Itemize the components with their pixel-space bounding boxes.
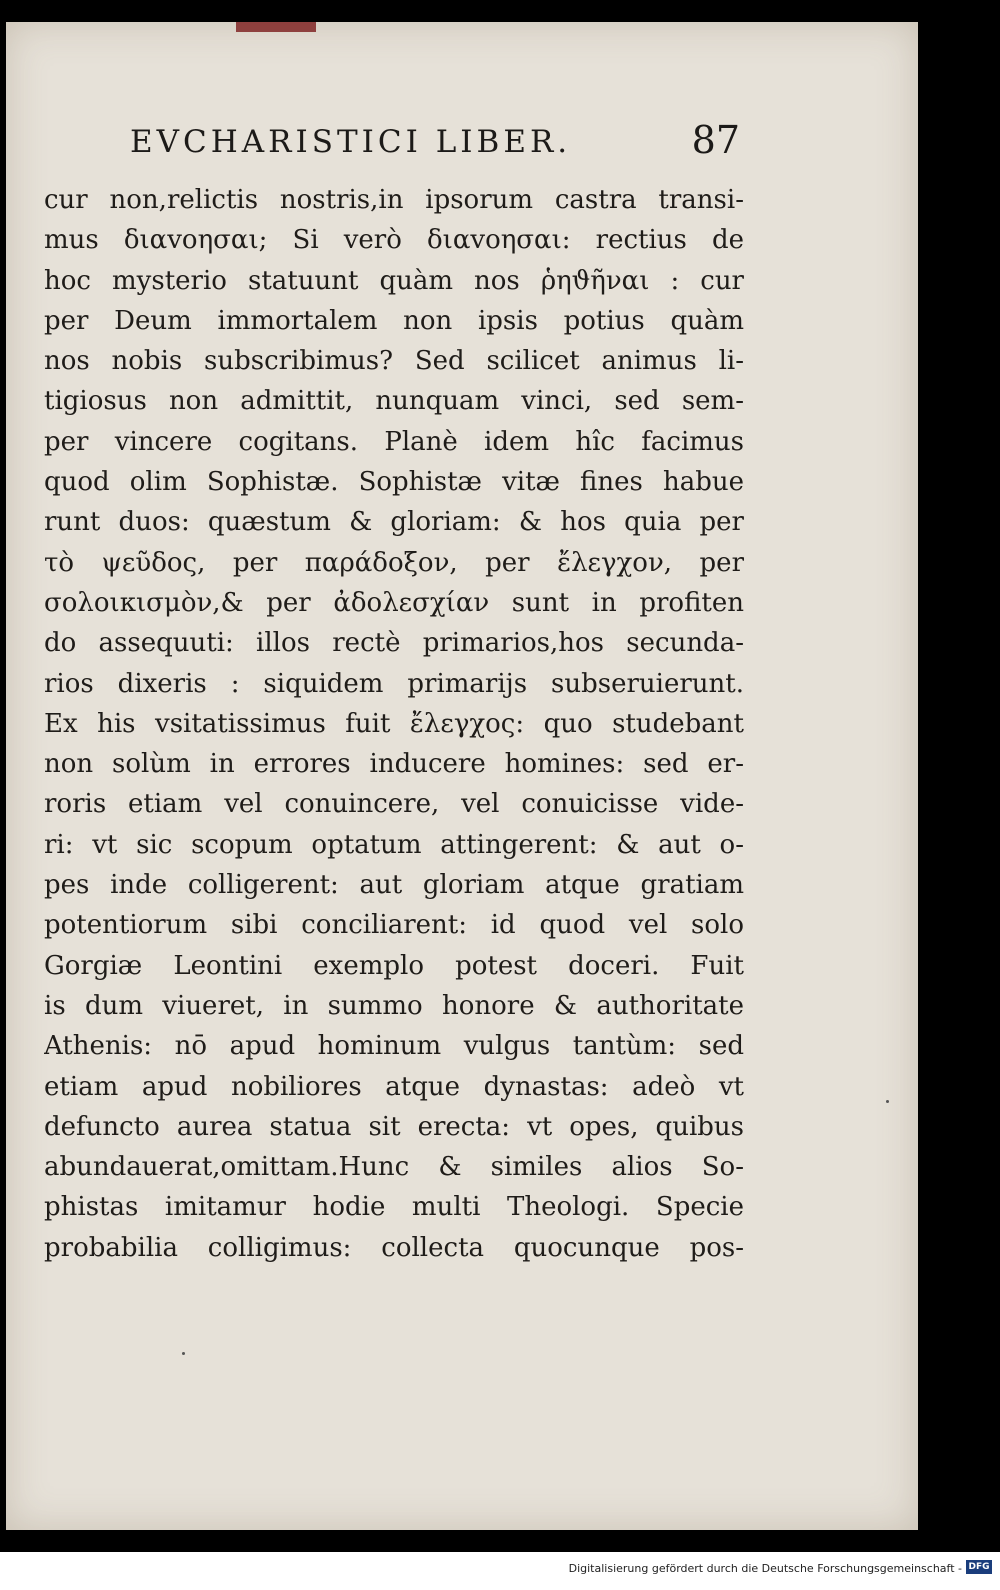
text-line: roris etiam vel conuincere, vel conuicisse vide- xyxy=(44,789,744,820)
page-header xyxy=(130,118,740,168)
text-line: do assequuti: illos rectè primarios,hos secunda- xyxy=(44,628,744,659)
text-line: per vincere cogitans. Planè idem hîc facimus xyxy=(44,426,744,457)
digitization-footer xyxy=(0,1552,1000,1590)
dfg-logo-icon: DFG xyxy=(966,1560,992,1574)
text-line: defuncto aurea statua sit erecta: vt opes, quibus xyxy=(44,1111,744,1142)
text-line: runt duos: quæstum & gloriam: & hos quia per xyxy=(44,507,744,538)
body-text xyxy=(44,180,744,1268)
text-line: per Deum immortalem non ipsis potius quàm xyxy=(44,305,744,336)
text-line: σολοικισμὸν,& per ἀδολεσχίαν sunt in profiten xyxy=(44,587,744,618)
paper-speck xyxy=(182,1352,185,1355)
running-head: EVCHARISTICI LIBER. xyxy=(130,124,572,160)
text-line: τὸ ψεῦδος, per παράδοξον, per ἔλεγχον, per xyxy=(44,547,744,578)
text-line: hoc mysterio statuunt quàm nos ῥηϑῆναι : cur xyxy=(44,265,744,296)
book-page xyxy=(6,22,918,1530)
text-line: probabilia colligimus: collecta quocunque pos- xyxy=(44,1232,744,1263)
text-line: Athenis: nō apud hominum vulgus tantùm: sed xyxy=(44,1031,744,1062)
funding-note: Digitalisierung gefördert durch die Deutsche Forschungsgemeinschaft - xyxy=(568,1562,962,1575)
text-line: Ex his vsitatissimus fuit ἔλεγχος: quo studebant xyxy=(44,708,744,739)
paper-speck xyxy=(886,1100,889,1103)
text-line: etiam apud nobiliores atque dynastas: adeò vt xyxy=(44,1071,744,1102)
text-line: pes inde colligerent: aut gloriam atque gratiam xyxy=(44,870,744,901)
text-line: mus διαvοησαι; Si verò διαvοησαι: rectius de xyxy=(44,225,744,256)
text-line: abundauerat,omittam.Hunc & similes alios So- xyxy=(44,1152,744,1183)
page-number: 87 xyxy=(691,118,740,162)
text-line: Gorgiæ Leontini exemplo potest doceri. Fuit xyxy=(44,950,744,981)
text-line: is dum viueret, in summo honore & authoritate xyxy=(44,990,744,1021)
text-line: ri: vt sic scopum optatum attingerent: & aut o- xyxy=(44,829,744,860)
bookmark-ribbon xyxy=(236,22,316,32)
text-line: potentiorum sibi conciliarent: id quod vel solo xyxy=(44,910,744,941)
text-line: cur non,relictis nostris,in ipsorum castra transi- xyxy=(44,185,744,215)
text-line: nos nobis subscribimus? Sed scilicet animus li- xyxy=(44,346,744,377)
text-line: phistas imitamur hodie multi Theologi. Specie xyxy=(44,1192,744,1223)
text-line: rios dixeris : siquidem primarijs subseruierunt. xyxy=(44,668,744,699)
text-line: quod olim Sophistæ. Sophistæ vitæ fines habue xyxy=(44,467,744,498)
text-line: non solùm in errores inducere homines: sed er- xyxy=(44,749,744,780)
text-line: tigiosus non admittit, nunquam vinci, sed sem- xyxy=(44,386,744,417)
